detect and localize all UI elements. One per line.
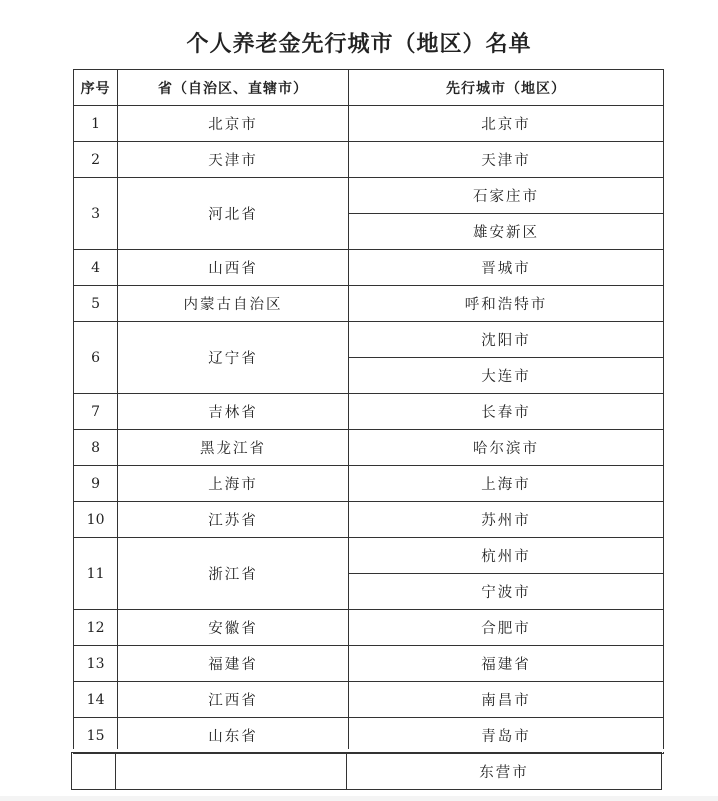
row-city: 苏州市	[348, 502, 663, 538]
row-province: 黑龙江省	[118, 430, 349, 466]
row-city: 哈尔滨市	[348, 430, 663, 466]
row-city: 东营市	[346, 753, 661, 790]
row-number: 15	[74, 718, 118, 754]
table-row	[74, 250, 664, 286]
page-cutoff	[0, 796, 718, 801]
row-province: 天津市	[118, 142, 349, 178]
row-province: 河北省	[118, 178, 349, 250]
row-city: 雄安新区	[348, 214, 663, 250]
row-city: 大连市	[348, 358, 663, 394]
row-city: 晋城市	[348, 250, 663, 286]
row-province: 吉林省	[118, 394, 349, 430]
table-row	[74, 430, 664, 466]
row-number: 2	[74, 142, 118, 178]
row-number: 9	[74, 466, 118, 502]
row-province: 江西省	[118, 682, 349, 718]
table-row	[74, 538, 664, 574]
row-province: 上海市	[118, 466, 349, 502]
row-number: 10	[74, 502, 118, 538]
table-row	[74, 682, 664, 718]
row-number: 7	[74, 394, 118, 430]
header-province: 省（自治区、直辖市）	[118, 70, 349, 106]
row-city: 宁波市	[348, 574, 663, 610]
row-number: 6	[74, 322, 118, 394]
table-row	[74, 394, 664, 430]
row-city: 长春市	[348, 394, 663, 430]
table-row	[74, 610, 664, 646]
row-city: 上海市	[348, 466, 663, 502]
table-row	[74, 286, 664, 322]
row-number: 13	[74, 646, 118, 682]
row-province: 安徽省	[118, 610, 349, 646]
table-row	[74, 646, 664, 682]
table-row	[74, 502, 664, 538]
row-province	[116, 753, 347, 790]
row-city: 北京市	[348, 106, 663, 142]
table-row	[74, 322, 664, 358]
table-row	[74, 142, 664, 178]
row-city: 呼和浩特市	[348, 286, 663, 322]
header-city: 先行城市（地区）	[348, 70, 663, 106]
row-number: 11	[74, 538, 118, 610]
row-city: 杭州市	[348, 538, 663, 574]
row-number: 3	[74, 178, 118, 250]
row-province: 山西省	[118, 250, 349, 286]
table-row	[74, 106, 664, 142]
row-city: 福建省	[348, 646, 663, 682]
row-province: 江苏省	[118, 502, 349, 538]
table-row	[72, 753, 662, 790]
table-row	[74, 178, 664, 214]
row-city: 南昌市	[348, 682, 663, 718]
row-province: 浙江省	[118, 538, 349, 610]
row-province: 山东省	[118, 718, 349, 754]
header-no: 序号	[74, 70, 118, 106]
row-number: 1	[74, 106, 118, 142]
row-city: 青岛市	[348, 718, 663, 754]
row-province: 福建省	[118, 646, 349, 682]
pilot-cities-table	[73, 69, 664, 754]
row-province: 辽宁省	[118, 322, 349, 394]
row-number: 8	[74, 430, 118, 466]
row-number: 12	[74, 610, 118, 646]
row-city: 天津市	[348, 142, 663, 178]
row-city: 沈阳市	[348, 322, 663, 358]
table-header-row	[74, 70, 664, 106]
row-number	[72, 753, 116, 790]
row-province: 北京市	[118, 106, 349, 142]
row-number: 14	[74, 682, 118, 718]
row-number: 4	[74, 250, 118, 286]
row-number: 5	[74, 286, 118, 322]
continuation-table	[71, 752, 662, 790]
table-row	[74, 466, 664, 502]
row-city: 合肥市	[348, 610, 663, 646]
row-city: 石家庄市	[348, 178, 663, 214]
row-province: 内蒙古自治区	[118, 286, 349, 322]
document-title: 个人养老金先行城市（地区）名单	[186, 31, 532, 57]
